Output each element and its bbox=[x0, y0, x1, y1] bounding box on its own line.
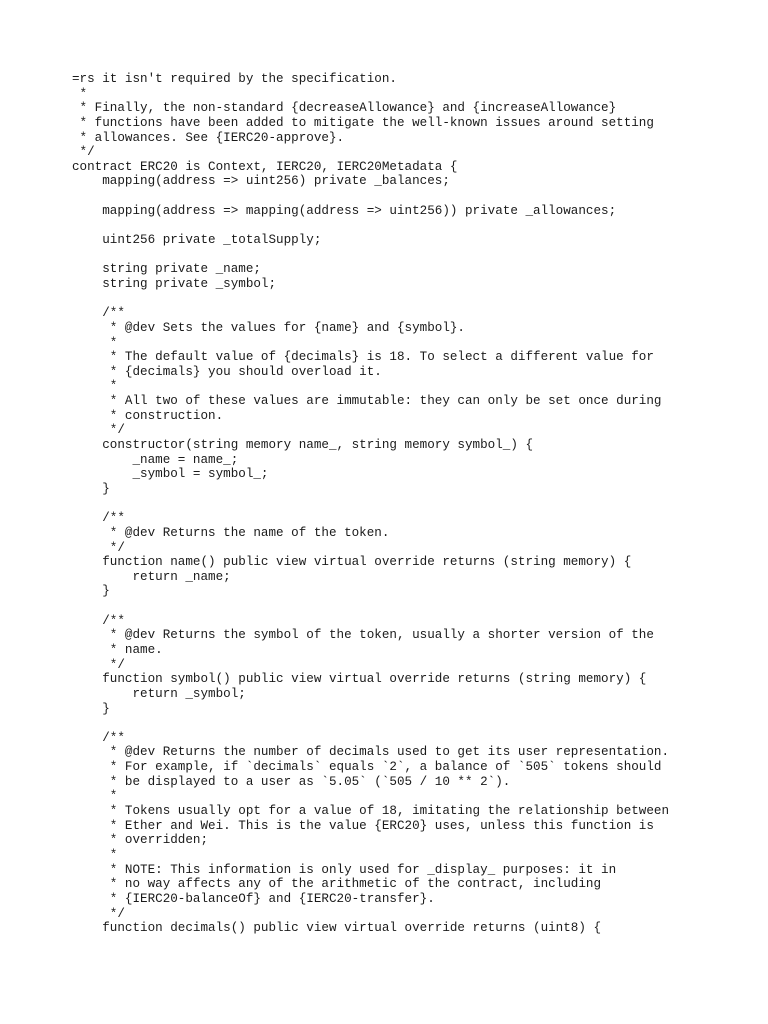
code-line: */ bbox=[72, 657, 125, 672]
code-listing bbox=[72, 72, 752, 936]
code-line: * @dev Returns the number of decimals used to get its user representation. bbox=[72, 745, 670, 760]
code-line: contract ERC20 is Context, IERC20, IERC20Metadata { bbox=[72, 159, 458, 174]
code-line: * The default value of {decimals} is 18. To select a different value for bbox=[72, 350, 654, 365]
code-line: string private _name; bbox=[72, 262, 261, 277]
code-line bbox=[72, 292, 752, 307]
code-line: * name. bbox=[72, 642, 163, 657]
code-line: constructor(string memory name_, string memory symbol_) { bbox=[72, 438, 534, 453]
code-line: * Finally, the non-standard {decreaseAllowance} and {increaseAllowance} bbox=[72, 101, 617, 116]
code-line: * functions have been added to mitigate the well-known issues around setting bbox=[72, 115, 654, 130]
code-line: * Tokens usually opt for a value of 18, imitating the relationship between bbox=[72, 804, 670, 819]
code-line: * {decimals} you should overload it. bbox=[72, 364, 382, 379]
code-line: return _symbol; bbox=[72, 686, 246, 701]
code-line: */ bbox=[72, 540, 125, 555]
code-line: function symbol() public view virtual override returns (string memory) { bbox=[72, 672, 647, 687]
code-line: } bbox=[72, 584, 110, 599]
code-line bbox=[72, 497, 752, 512]
code-line: */ bbox=[72, 906, 125, 921]
code-line: * NOTE: This information is only used for _display_ purposes: it in bbox=[72, 862, 617, 877]
code-line: * @dev Returns the name of the token. bbox=[72, 525, 390, 540]
code-line: } bbox=[72, 701, 110, 716]
code-line: * @dev Returns the symbol of the token, usually a shorter version of the bbox=[72, 628, 654, 643]
code-line: string private _symbol; bbox=[72, 276, 277, 291]
code-line: * bbox=[72, 335, 118, 350]
code-line: * {IERC20-balanceOf} and {IERC20-transfer}. bbox=[72, 891, 435, 906]
code-line bbox=[72, 716, 752, 731]
code-line: /** bbox=[72, 511, 125, 526]
code-line bbox=[72, 189, 752, 204]
code-line: */ bbox=[72, 423, 125, 438]
code-line: * allowances. See {IERC20-approve}. bbox=[72, 130, 345, 145]
code-line: _name = name_; bbox=[72, 452, 239, 467]
code-line: return _name; bbox=[72, 569, 231, 584]
code-line bbox=[72, 248, 752, 263]
code-line: function name() public view virtual override returns (string memory) { bbox=[72, 555, 632, 570]
code-line: /** bbox=[72, 730, 125, 745]
code-line: * construction. bbox=[72, 408, 224, 423]
code-line: /** bbox=[72, 306, 125, 321]
code-line: * overridden; bbox=[72, 833, 209, 848]
code-line: _symbol = symbol_; bbox=[72, 467, 269, 482]
code-line: * @dev Sets the values for {name} and {symbol}. bbox=[72, 320, 465, 335]
code-line: mapping(address => mapping(address => uint256)) private _allowances; bbox=[72, 203, 617, 218]
code-line: * Ether and Wei. This is the value {ERC20} uses, unless this function is bbox=[72, 818, 654, 833]
code-line: uint256 private _totalSupply; bbox=[72, 233, 322, 248]
code-line: * bbox=[72, 847, 118, 862]
code-line: /** bbox=[72, 613, 125, 628]
code-line: } bbox=[72, 481, 110, 496]
code-line: * All two of these values are immutable: they can only be set once during bbox=[72, 394, 662, 409]
code-line bbox=[72, 218, 752, 233]
code-line: * bbox=[72, 86, 88, 101]
code-line: * bbox=[72, 789, 118, 804]
code-line: function decimals() public view virtual override returns (uint8) { bbox=[72, 921, 602, 936]
code-line: mapping(address => uint256) private _balances; bbox=[72, 174, 450, 189]
code-line: * For example, if `decimals` equals `2`, a balance of `505` tokens should bbox=[72, 760, 662, 775]
code-line bbox=[72, 599, 752, 614]
code-line: * no way affects any of the arithmetic of the contract, including bbox=[72, 877, 602, 892]
code-line: * bbox=[72, 379, 118, 394]
code-line: * be displayed to a user as `5.05` (`505 / 10 ** 2`). bbox=[72, 774, 511, 789]
code-line: =rs it isn't required by the specification. bbox=[72, 72, 397, 86]
code-line: */ bbox=[72, 145, 95, 160]
